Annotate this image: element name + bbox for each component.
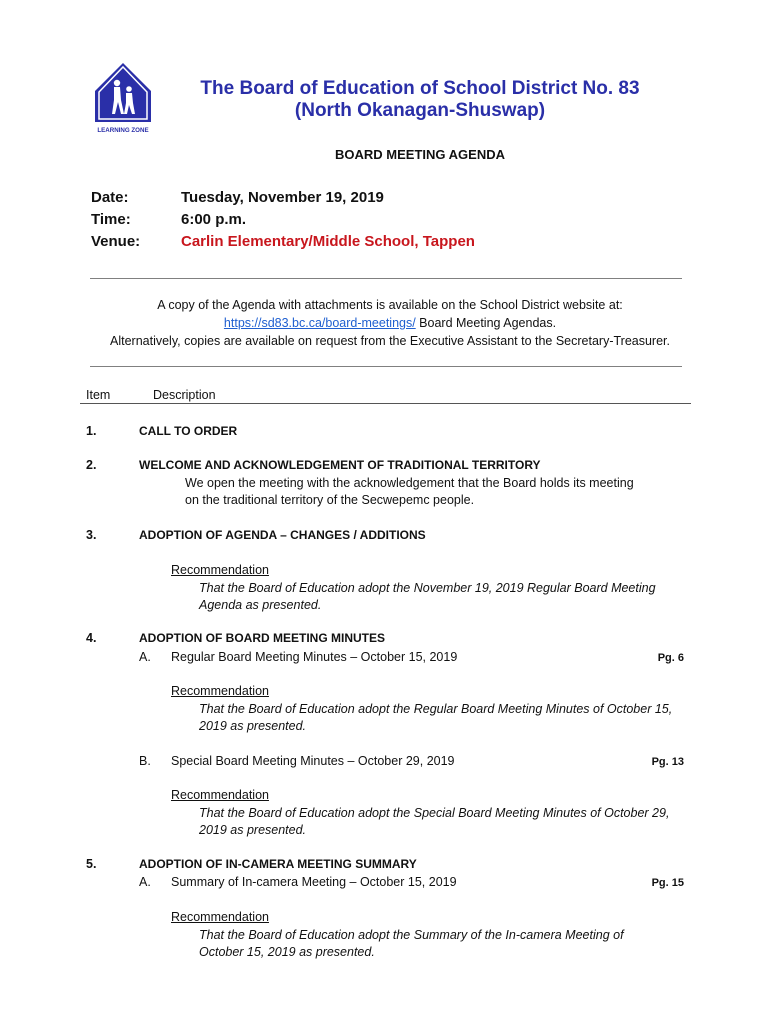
page-reference: Pg. 6 — [657, 652, 684, 664]
logo-caption: LEARNING ZONE — [97, 127, 149, 134]
district-title: The Board of Education of School District No. 83 — [200, 78, 640, 99]
link-suffix: Board Meeting Agendas. — [415, 316, 557, 330]
subitem-text: Regular Board Meeting Minutes – October 15, 2019 — [171, 650, 458, 664]
recommendation-text: Agenda as presented. — [199, 598, 322, 612]
time-value: 6:00 p.m. — [181, 211, 247, 228]
subitem-text: Summary of In-camera Meeting – October 15, 2019 — [171, 875, 457, 889]
header-underline — [80, 403, 691, 404]
item-number: 4. — [86, 631, 97, 645]
item-column-header: Item — [86, 388, 111, 402]
recommendation-text: That the Board of Education adopt the Summary of the In-camera Meeting of — [199, 928, 624, 942]
item-number: 1. — [86, 424, 97, 438]
recommendation-text: 2019 as presented. — [199, 823, 307, 837]
district-subtitle: (North Okanagan-Shuswap) — [294, 100, 546, 121]
subitem-letter: B. — [139, 754, 151, 768]
item-heading: ADOPTION OF IN-CAMERA MEETING SUMMARY — [139, 857, 417, 871]
item-heading: ADOPTION OF BOARD MEETING MINUTES — [139, 631, 385, 645]
subitem-letter: A. — [139, 650, 151, 664]
divider — [90, 278, 682, 279]
school-crossing-sign-icon — [94, 62, 152, 134]
venue-value: Carlin Elementary/Middle School, Tappen — [181, 233, 475, 250]
subitem-text: Special Board Meeting Minutes – October 29, 2019 — [171, 754, 455, 768]
item-heading: CALL TO ORDER — [139, 424, 238, 438]
item-number: 5. — [86, 857, 97, 871]
item-text: We open the meeting with the acknowledgement that the Board holds its meeting — [185, 476, 634, 490]
item-number: 3. — [86, 528, 97, 542]
description-column-header: Description — [153, 388, 216, 402]
agenda-availability-note: A copy of the Agenda with attachments is available on the School District website at: — [157, 298, 623, 312]
recommendation-text: October 15, 2019 as presented. — [199, 945, 375, 959]
item-heading: ADOPTION OF AGENDA – CHANGES / ADDITIONS — [139, 528, 426, 542]
recommendation-label: Recommendation — [171, 788, 269, 802]
subitem-letter: A. — [139, 875, 151, 889]
venue-label: Venue: — [91, 233, 141, 250]
time-label: Time: — [91, 211, 131, 228]
date-label: Date: — [91, 189, 129, 206]
recommendation-label: Recommendation — [171, 684, 269, 698]
item-heading: WELCOME AND ACKNOWLEDGEMENT OF TRADITIONAL TERRITORY — [139, 458, 541, 472]
recommendation-text: That the Board of Education adopt the Special Board Meeting Minutes of October 29, — [199, 806, 670, 820]
recommendation-text: 2019 as presented. — [199, 719, 307, 733]
agenda-title: BOARD MEETING AGENDA — [335, 147, 505, 162]
agenda-link-line — [60, 316, 720, 330]
date-value: Tuesday, November 19, 2019 — [181, 189, 384, 206]
recommendation-text: That the Board of Education adopt the November 19, 2019 Regular Board Meeting — [199, 581, 656, 595]
board-meetings-link[interactable]: https://sd83.bc.ca/board-meetings/ — [223, 316, 416, 330]
school-zone-logo — [94, 62, 152, 134]
item-number: 2. — [86, 458, 97, 472]
page-reference: Pg. 15 — [651, 877, 684, 889]
recommendation-text: That the Board of Education adopt the Regular Board Meeting Minutes of October 15, — [199, 702, 673, 716]
recommendation-label: Recommendation — [171, 563, 269, 577]
page-reference: Pg. 13 — [651, 756, 684, 768]
recommendation-label: Recommendation — [171, 910, 269, 924]
item-text: on the traditional territory of the Secwepemc people. — [185, 493, 475, 507]
copies-note: Alternatively, copies are available on request from the Executive Assistant to the Secretary-Treasurer. — [110, 334, 670, 348]
divider — [90, 366, 682, 367]
